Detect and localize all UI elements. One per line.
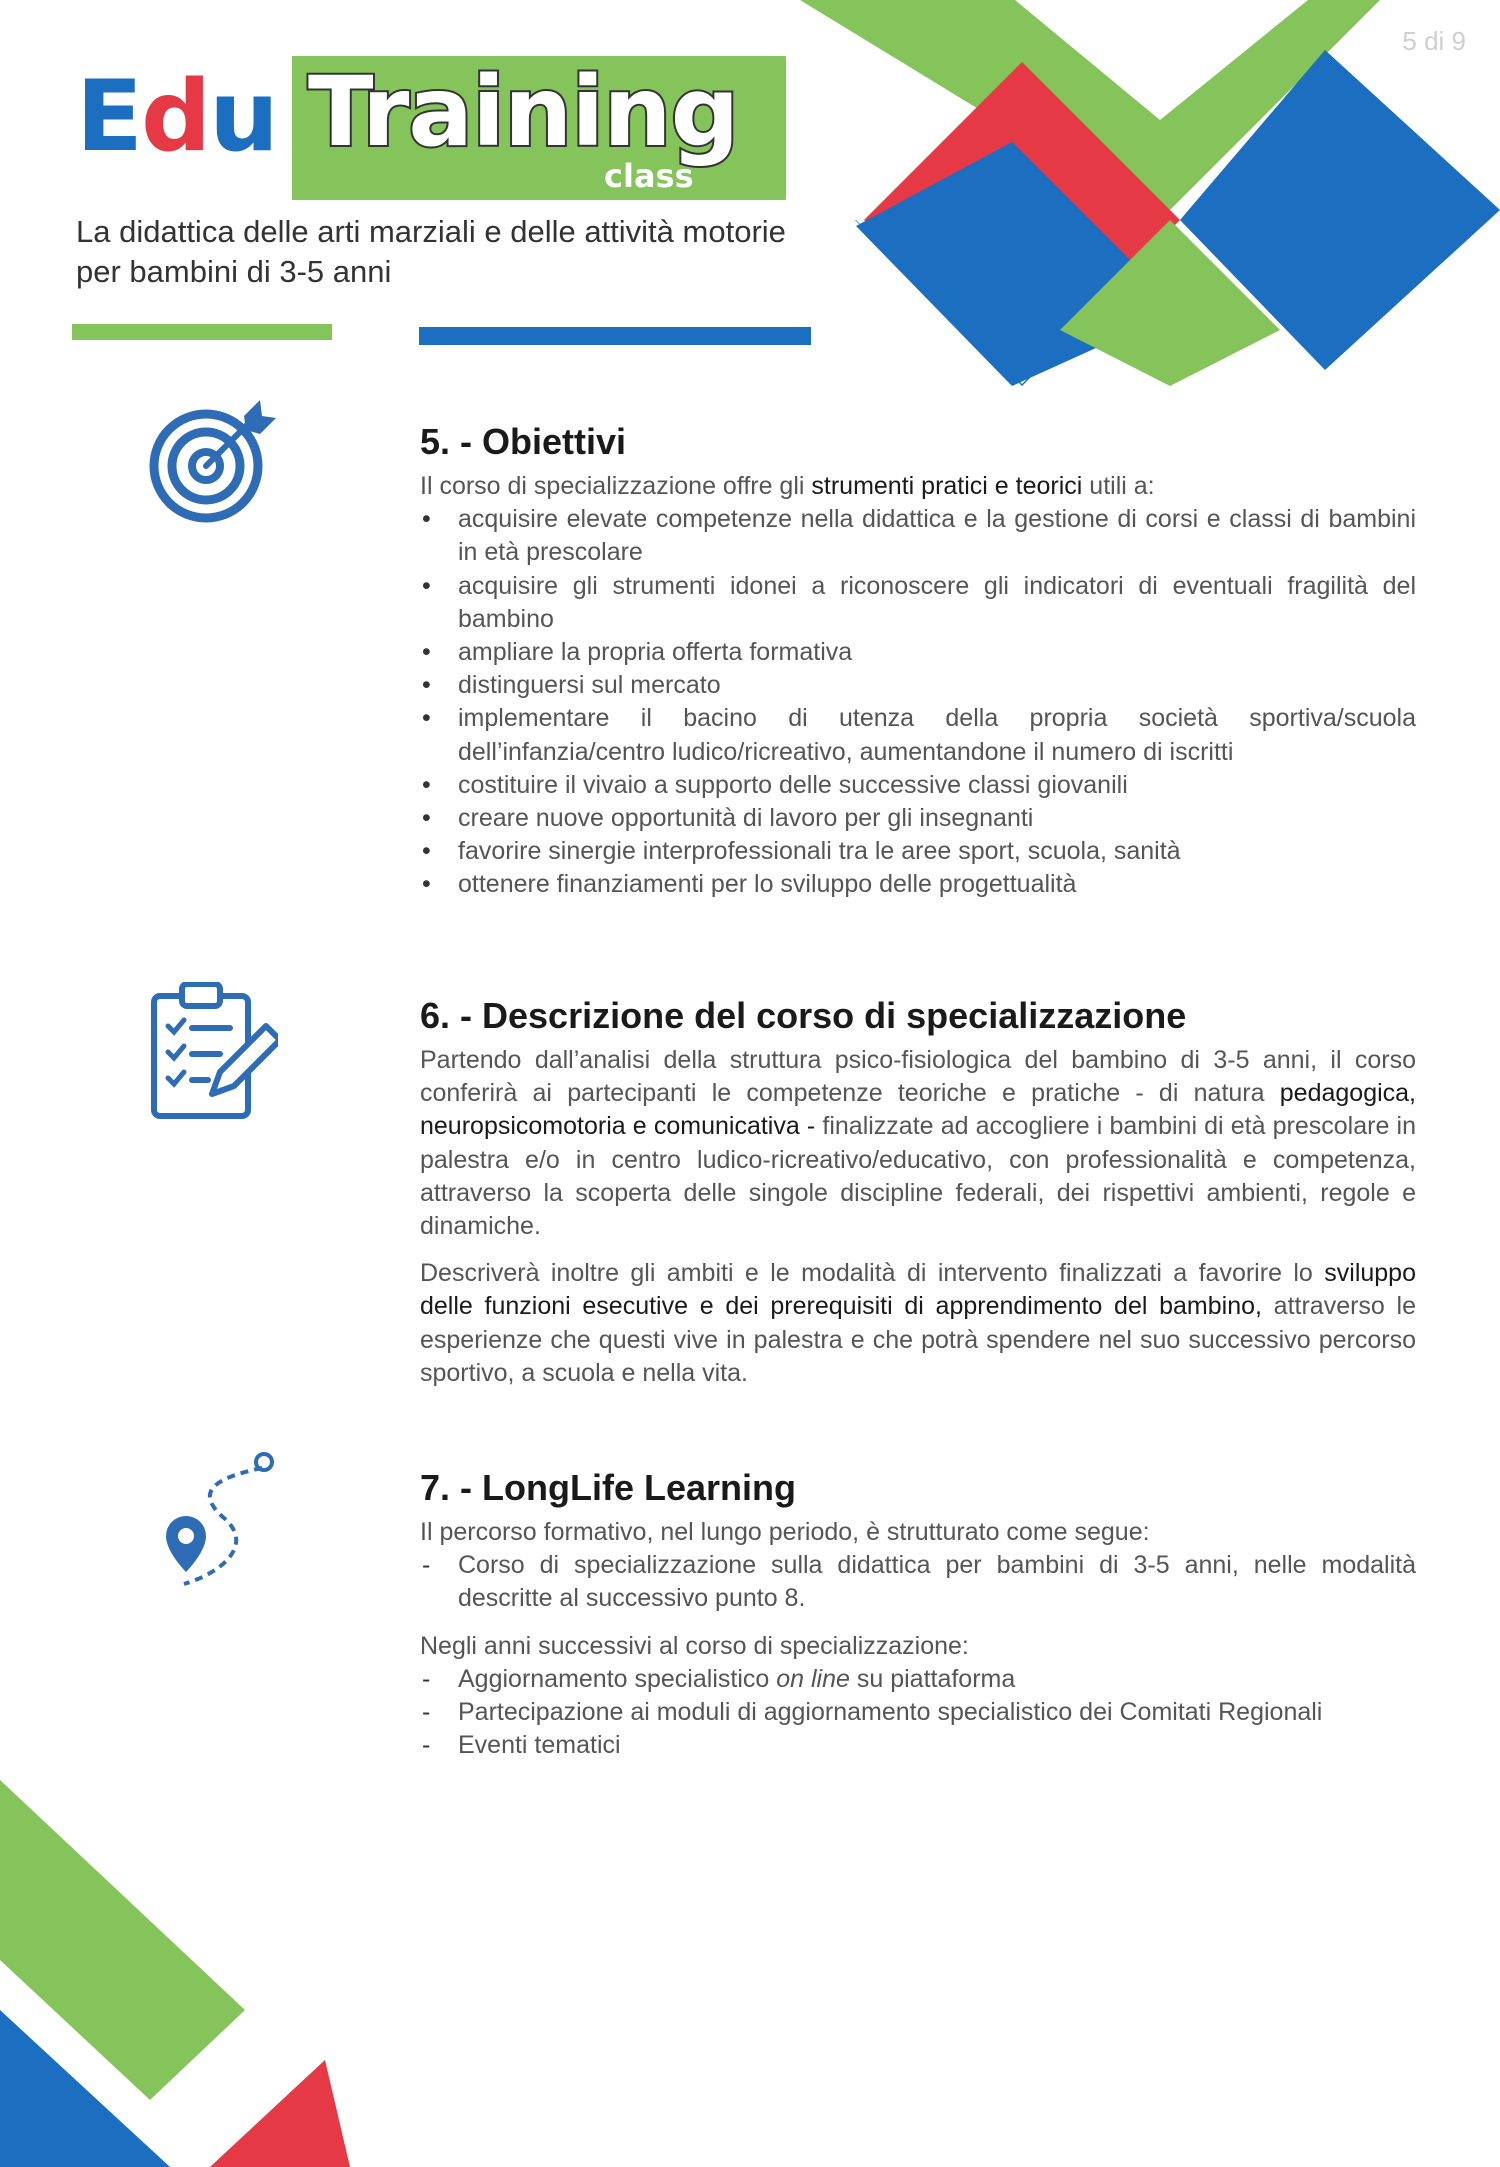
section-descrizione	[420, 994, 1416, 1390]
tagline: La didattica delle arti marziali e delle attività motorie per bambini di 3-5 anni	[76, 214, 786, 289]
accent-bar-green	[72, 324, 332, 340]
description-paragraph-1: Partendo dall’analisi della struttura psico-fisiologica del bambino di 3-5 anni, il corso conferirà ai partecipanti le competenze teoriche e pratiche - di natura pedagogica, neuropsicomotoria e comunicativa - finalizzate ad accogliere i bambini di età prescolare in palestra e/o in centro ludico-ricreativo/educativo, con professionalità e competenza, attraverso la scoperta delle singole discipline federali, dei rispettivi ambienti, regole e dinamiche.	[420, 1046, 1416, 1241]
section-intro-2: Negli anni successivi al corso di specializzazione:	[420, 1631, 969, 1660]
list-item: • favorire sinergie interprofessionali tra le aree sport, scuola, sanità	[422, 837, 1181, 866]
section-title: 6. - Descrizione del corso di specializzazione	[420, 995, 1187, 1036]
objectives-list	[420, 503, 1416, 901]
logo-training: Training	[308, 56, 739, 168]
list-item: • creare nuove opportunità di lavoro per gli insegnanti	[422, 804, 1034, 833]
logo-edu: Edu	[76, 60, 277, 174]
list-item: • ottenere finanziamenti per lo sviluppo delle progettualità	[422, 870, 1077, 899]
path-list	[420, 1549, 1416, 1615]
section-title: 5. - Obiettivi	[420, 421, 627, 462]
list-item: - Eventi tematici	[422, 1731, 621, 1760]
following-years-list	[420, 1663, 1416, 1763]
list-item: • acquisire gli strumenti idonei a riconoscere gli indicatori di eventuali fragilità del bambino	[422, 571, 1416, 633]
list-item: • costituire il vivaio a supporto delle successive classi giovanili	[422, 770, 1128, 799]
section-intro: Il corso di specializzazione offre gli strumenti pratici e teorici utili a:	[420, 472, 1155, 500]
deco-red-bottom	[210, 2060, 350, 2167]
list-item: - Partecipazione ai moduli di aggiornamento specialistico dei Comitati Regionali	[422, 1698, 1323, 1727]
section-longlife-learning	[420, 1466, 1416, 1762]
section-intro: Il percorso formativo, nel lungo periodo, è strutturato come segue:	[420, 1518, 1150, 1546]
list-item: • acquisire elevate competenze nella didattica e la gestione di corsi e classi di bambini in età prescolare	[422, 505, 1416, 567]
accent-bar-blue	[419, 327, 811, 345]
clipboard-checklist-icon	[148, 982, 278, 1122]
list-item: • distinguersi sul mercato	[422, 671, 721, 700]
list-item: • ampliare la propria offerta formativa	[422, 638, 853, 667]
list-item: - Corso di specializzazione sulla didattica per bambini di 3-5 anni, nelle modalità descritte al successivo punto 8.	[422, 1551, 1416, 1613]
list-item: • implementare il bacino di utenza della propria società sportiva/scuola dell’infanzia/centro ludico/ricreativo, aumentandone il numero di iscritti	[422, 704, 1416, 766]
logo-class: class	[604, 157, 694, 195]
section-obiettivi	[420, 420, 1416, 902]
target-icon	[148, 398, 278, 528]
page-number: 5 di 9	[1402, 26, 1466, 56]
section-title: 7. - LongLife Learning	[420, 1467, 796, 1508]
route-pin-icon	[144, 1448, 280, 1590]
description-paragraph-2: Descriverà inoltre gli ambiti e le modalità di intervento finalizzati a favorire lo sviluppo delle funzioni esecutive e dei prerequisiti di apprendimento del bambino, attraverso le esperienze che questi vive in palestra e che potrà spendere nel suo successivo percorso sportivo, a scuola e nella vita.	[420, 1259, 1416, 1387]
list-item: - Aggiornamento specialistico on line su piattaforma	[422, 1664, 1016, 1693]
